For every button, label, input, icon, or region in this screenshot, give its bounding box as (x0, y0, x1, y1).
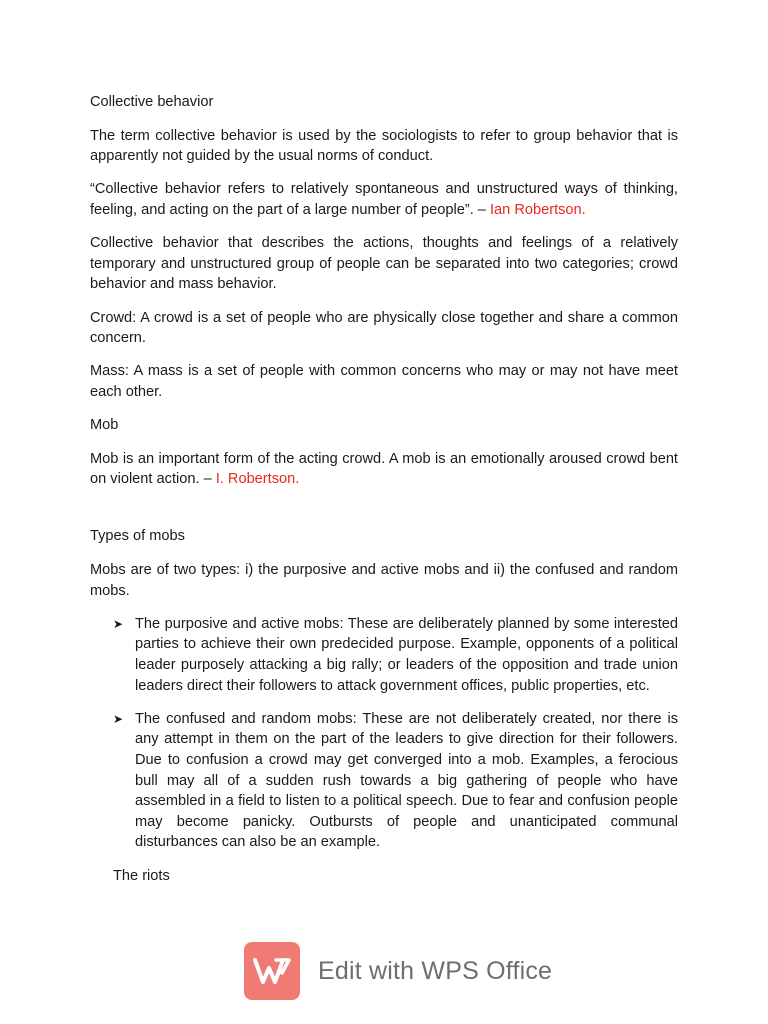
bullet-text: These are deliberately planned by some interested parties to achieve their own predecided purpose. Example, opponents of a political leader purposely attacking a big rally; or leaders of the opposition and trade union leaders direct their followers to attack government offices, public properties, etc. (135, 615, 678, 694)
arrow-bullet-icon: ➤ (113, 616, 124, 631)
paragraph-quote (90, 179, 678, 220)
quote-text: “Collective behavior refers to relatively spontaneous and unstructured ways of thinking, feeling, and acting on the part of a large number of people”. – (90, 181, 678, 218)
mob-types-list (90, 614, 678, 853)
paragraph-types-intro: Mobs are of two types: i) the purposive and active mobs and ii) the confused and random mobs. (90, 562, 678, 599)
title-types-of-mobs: Types of mobs (90, 528, 185, 545)
quote-author: Ian Robertson. (489, 201, 586, 218)
mob-text: Mob is an important form of the acting crowd. A mob is an emotionally aroused crowd bent on violent action. – (90, 450, 678, 488)
bullet-term: The purposive and active mobs: (135, 615, 344, 632)
paragraph-mob (90, 449, 678, 490)
wps-logo-icon (244, 942, 300, 1000)
mass-term: Mass: (90, 363, 129, 380)
title-collective-behavior: Collective behavior (90, 94, 214, 110)
bullet-text: These are not deliberately created, nor there is any attempt in them on the part of the leaders to give direction for their followers. Due to confusion a crowd may get converged into a mob. Examples, a ferocious bull may all of a sudden rush towards a big gathering of people who have assembled in a field to listen to a political speech. Due to fear and confusion people may become panicky. Outbursts of people and unanticipated communal disturbances can also be an example. (135, 710, 678, 851)
paragraph-mass (90, 361, 678, 402)
paragraph-crowd (90, 308, 678, 349)
bullet-term: The confused and random mobs: (135, 710, 357, 727)
crowd-term: Crowd: (90, 309, 137, 326)
mob-author: I. Robertson. (215, 471, 300, 488)
paragraph-definition: The term collective behavior is used by the sociologists to refer to group behavior that is apparently not guided by the usual norms of conduct. (90, 127, 678, 165)
list-item (90, 709, 678, 853)
wps-edit-label[interactable]: Edit with WPS Office (318, 956, 553, 985)
title-mob: Mob (90, 417, 119, 434)
crowd-text: A crowd is a set of people who are physically close together and share a common concern. (90, 309, 678, 347)
mass-text: A mass is a set of people with common concerns who may or may not have meet each other. (90, 363, 678, 400)
document-body (90, 92, 678, 886)
arrow-bullet-icon: ➤ (113, 711, 124, 726)
list-item (90, 614, 678, 696)
title-the-riots: The riots (113, 867, 170, 884)
wps-watermark[interactable] (244, 942, 552, 1000)
paragraph-categories: Collective behavior that describes the actions, thoughts and feelings of a relatively temporary and unstructured group of people can be separated into two categories; crowd behavior and mass behavior. (90, 235, 678, 293)
